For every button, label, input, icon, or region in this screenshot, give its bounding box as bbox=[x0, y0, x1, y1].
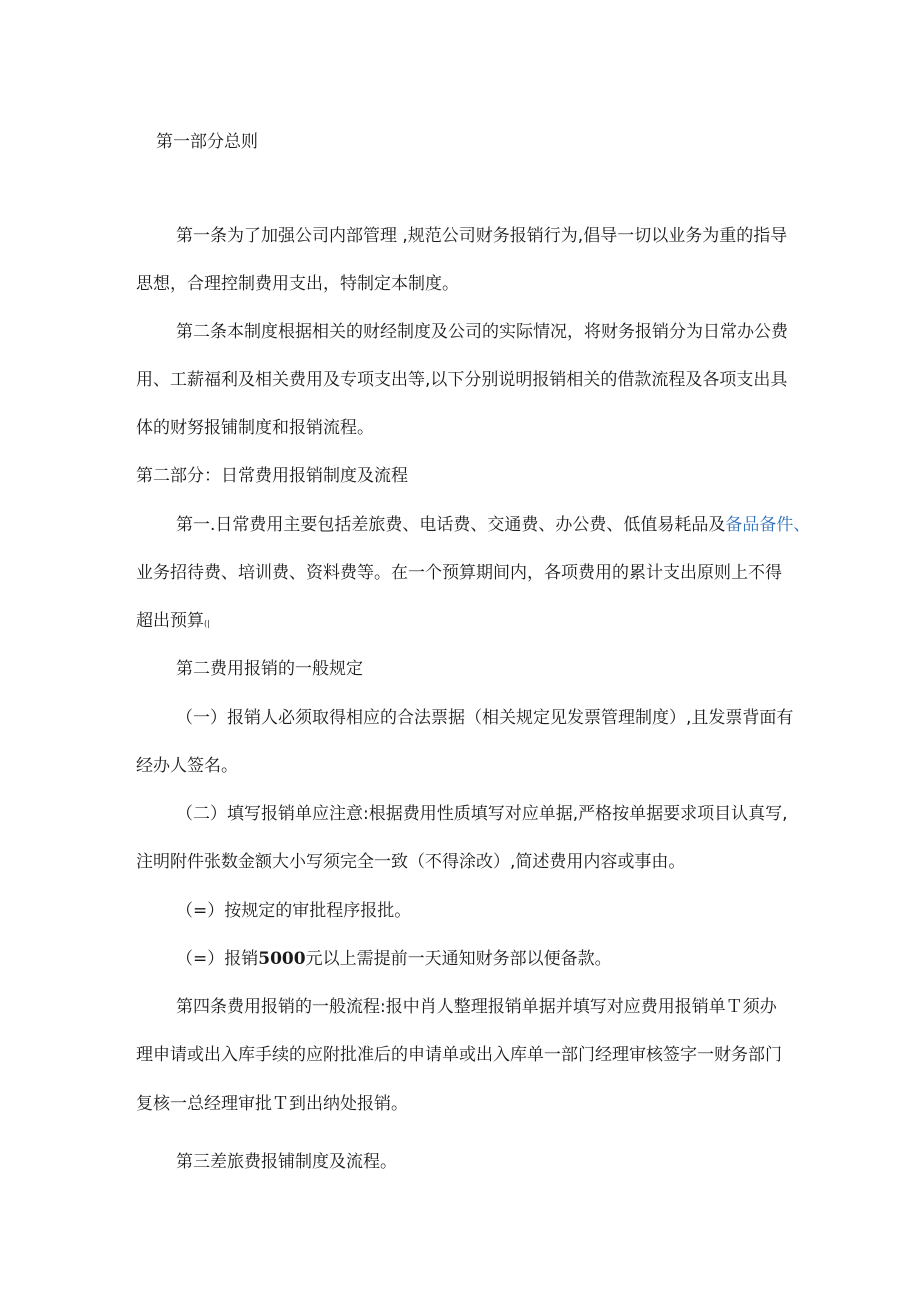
para-1-line-2: 业务招待费、培训费、资料费等。在一个预算期间内，各项费用的累计支出原则上不得 bbox=[136, 563, 782, 583]
rule-4 bbox=[176, 947, 612, 971]
rule-4-text-b: 元以上需提前一天通知财务部以便备款。 bbox=[305, 949, 612, 969]
amount-value: 5000 bbox=[258, 949, 306, 969]
footnote-mark: (| bbox=[204, 619, 210, 628]
rule-1-line-2: 经办人签名。 bbox=[136, 756, 238, 776]
article-4-line-3: 复核一总经理审批Ｔ到出纳处报销。 bbox=[136, 1094, 408, 1114]
section-heading-general: 第一部分总则 bbox=[156, 132, 258, 152]
section-heading-travel: 第三差旅费报铺制度及流程。 bbox=[176, 1152, 397, 1172]
rule-3: （=）按规定的审批程序报批。 bbox=[176, 901, 412, 921]
para-1-line-1-text: 第一.日常费用主要包括差旅费、电话费、交通费、办公费、低值易耗品及 bbox=[176, 515, 726, 535]
spare-parts-link[interactable]: 备品备件、 bbox=[725, 515, 811, 535]
rule-1-line-1: （一）报销人必须取得相应的合法票据（相关规定见发票管理制度）,且发票背面有 bbox=[176, 708, 794, 728]
rule-2-line-2: 注明附件张数金额大小写须完全一致（不得涂改）,简述费用内容或事由。 bbox=[136, 852, 686, 872]
article-1-line-1: 第一条为了加强公司内部管理 ,规范公司财务报销行为,倡导一切以业务为重的指导 bbox=[176, 226, 788, 246]
para-1-line-3 bbox=[136, 609, 210, 636]
rule-2-line-1: （二）填写报销单应注意:根据费用性质填写对应单据,严格按单据要求项目认真写, bbox=[176, 804, 788, 824]
rule-4-text-a: （=）报销 bbox=[176, 949, 259, 969]
article-1-line-2: 思想，合理控制费用支出，特制定本制度。 bbox=[136, 274, 459, 294]
article-2-line-2: 用、工薪福利及相关费用及专项支出等,以下分别说明报销相关的借款流程及各项支出具 bbox=[136, 370, 788, 390]
para-2-heading: 第二费用报销的一般规定 bbox=[176, 659, 363, 679]
article-4-line-1: 第四条费用报销的一般流程:报中肖人整理报销单据并填写对应费用报销单Ｔ须办 bbox=[176, 997, 777, 1017]
article-4-line-2: 理申请或出入库手续的应附批准后的申请单或出入库单一部门经理审核签字一财务部门 bbox=[136, 1045, 782, 1065]
para-1-line-1 bbox=[176, 513, 810, 537]
para-1-line-3-text: 超出预算 bbox=[136, 611, 204, 631]
section-heading-daily-expenses: 第二部分：日常费用报销制度及流程 bbox=[136, 466, 408, 486]
article-2-line-1: 第二条本制度根据相关的财经制度及公司的实际情况，将财务报销分为日常办公费 bbox=[176, 322, 788, 342]
article-2-line-3: 体的财努报铺制度和报销流程。 bbox=[136, 418, 374, 438]
